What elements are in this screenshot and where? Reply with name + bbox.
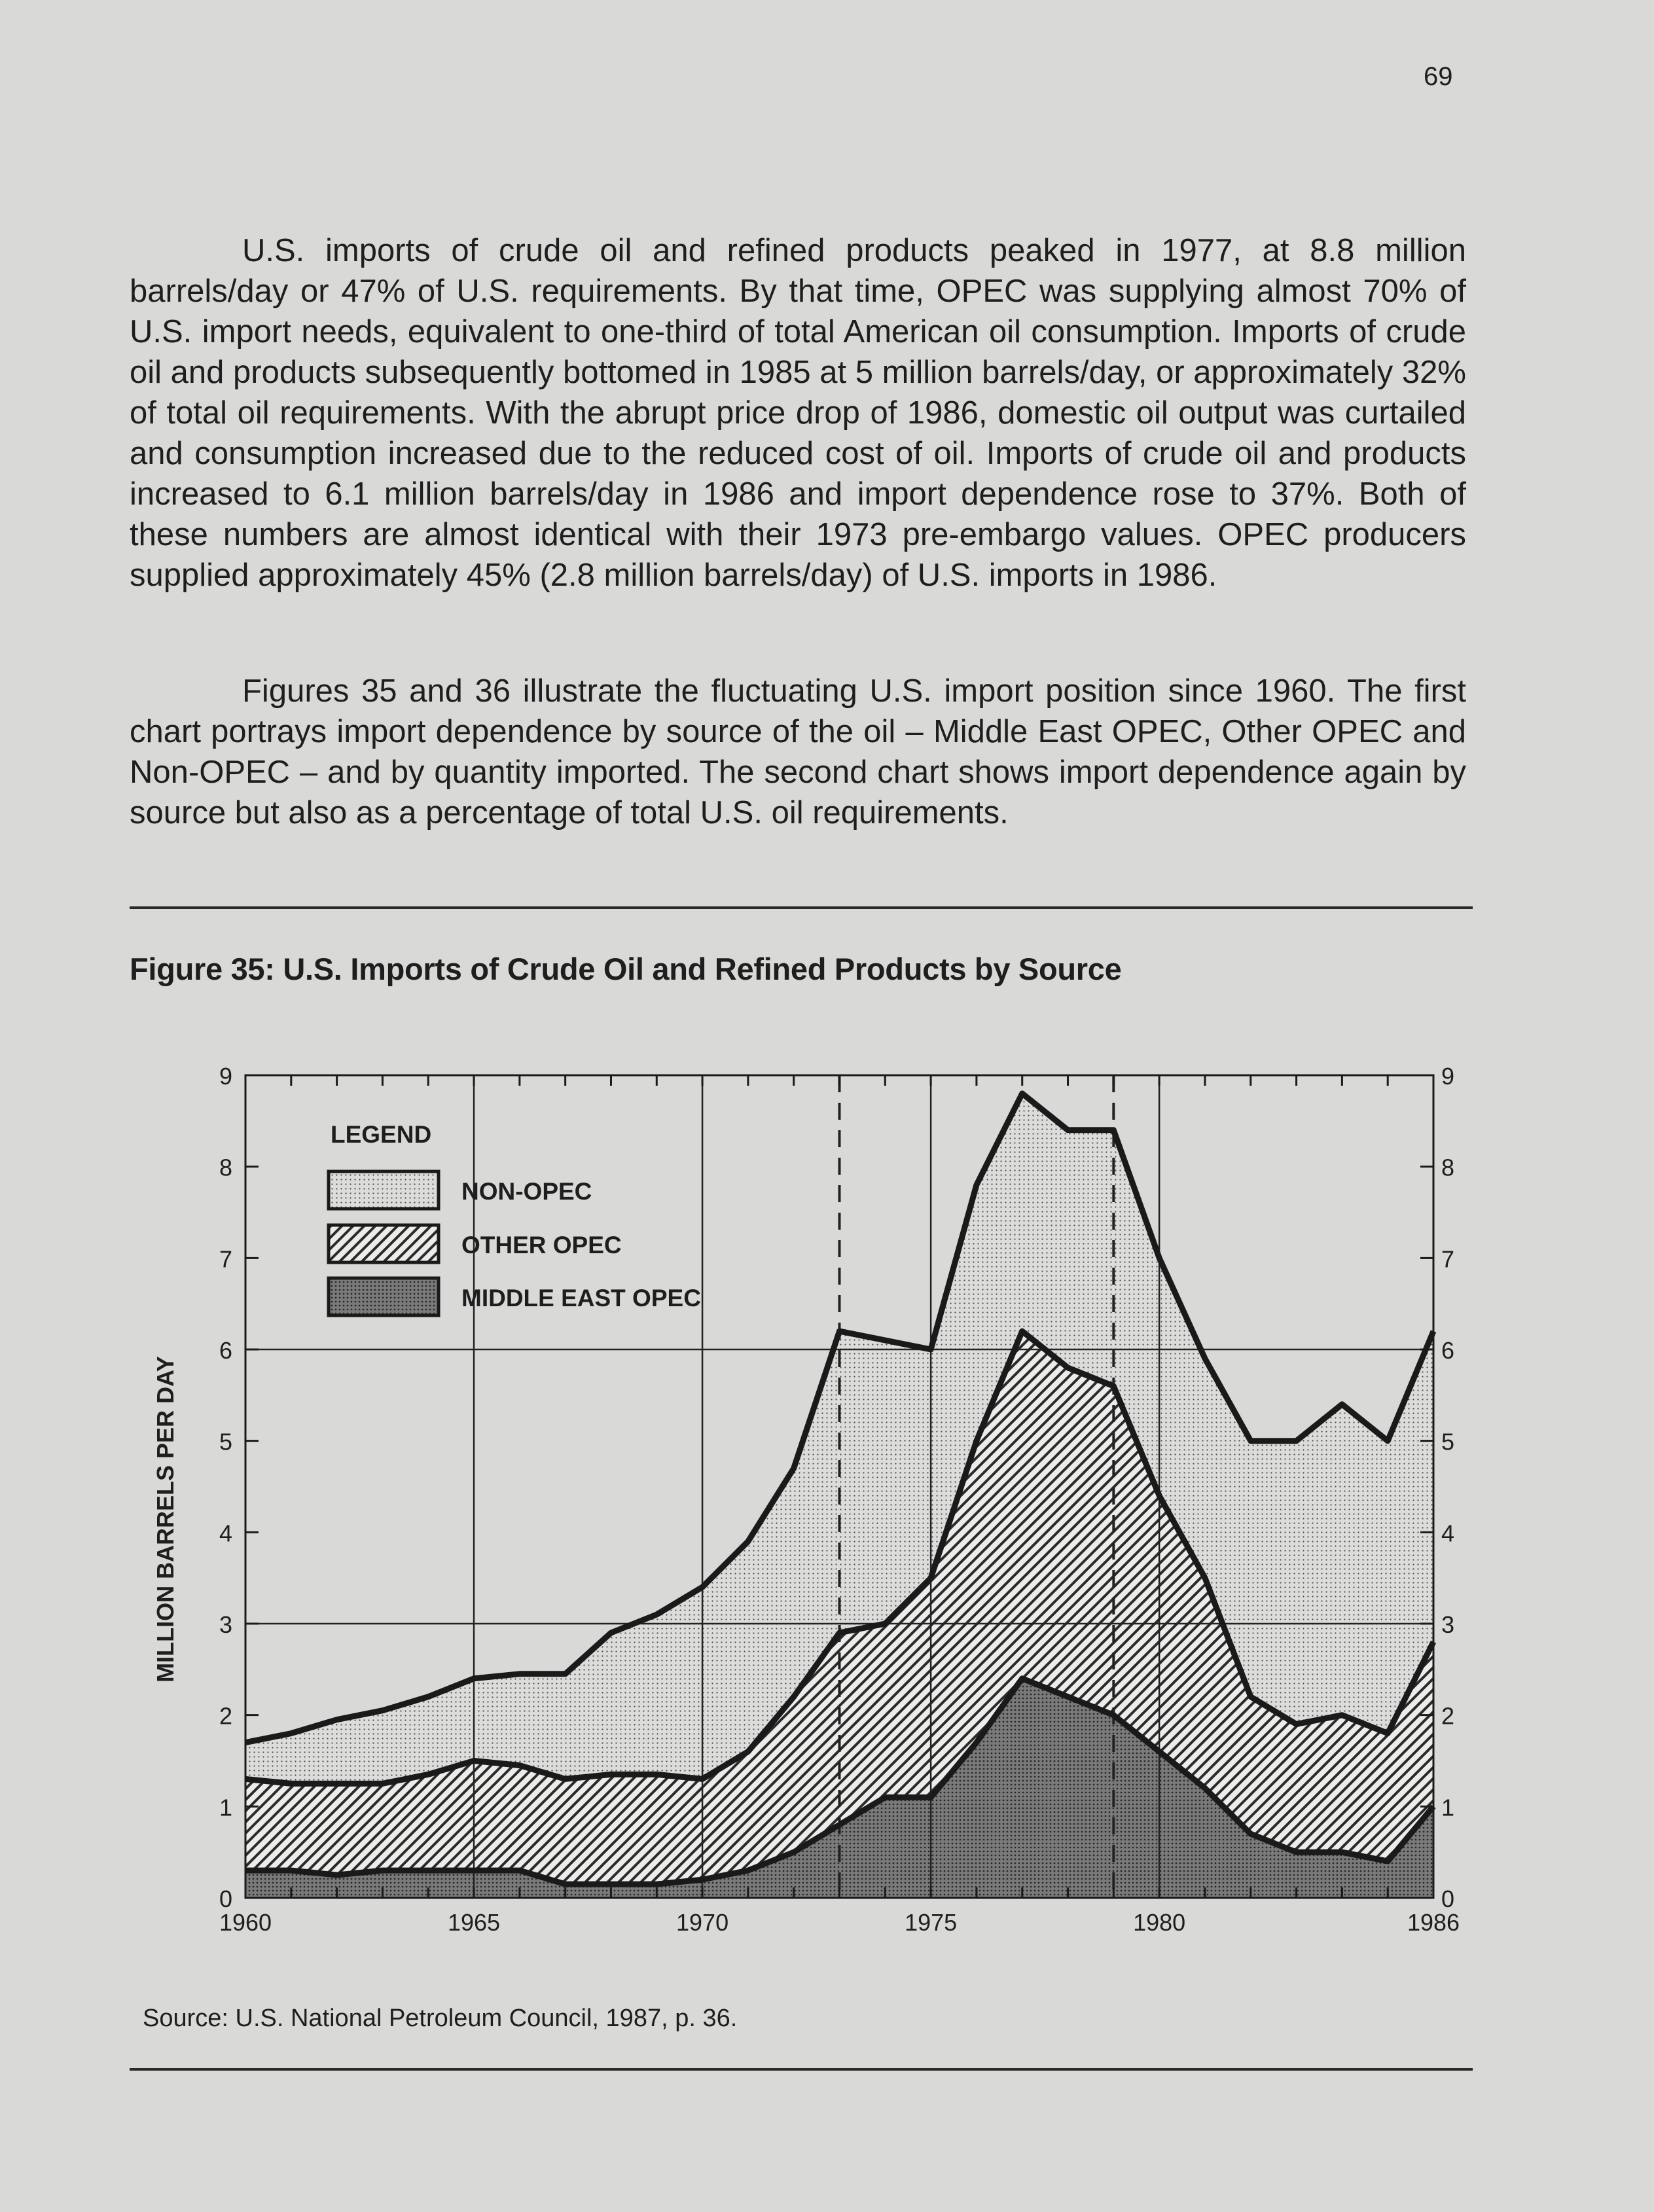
y-tick-label-left: 5 [219,1428,232,1455]
x-tick-label: 1965 [447,1909,501,1936]
y-tick-label-left: 1 [219,1794,232,1821]
y-tick-label-left: 2 [219,1702,232,1730]
y-tick-label-left: 3 [219,1611,232,1638]
x-tick-label: 1980 [1133,1909,1186,1936]
y-tick-label-left: 6 [219,1337,232,1364]
y-tick-label-right: 6 [1441,1337,1455,1364]
legend-label: MIDDLE EAST OPEC [461,1285,701,1311]
x-tick-label: 1970 [676,1909,729,1936]
legend-label: OTHER OPEC [461,1232,622,1258]
x-tick-label: 1960 [219,1909,272,1936]
y-tick-label-right: 2 [1441,1702,1455,1730]
bottom-rule [130,2068,1473,2071]
y-tick-label-right: 8 [1441,1154,1455,1181]
x-tick-label: 1975 [905,1909,958,1936]
y-tick-label-left: 4 [219,1520,232,1547]
legend-swatch [329,1171,439,1209]
legend-label: NON-OPEC [461,1178,592,1205]
y-tick-label-left: 9 [219,1063,232,1090]
legend-title: LEGEND [331,1121,432,1148]
legend-swatch [329,1278,439,1315]
y-tick-label-right: 5 [1441,1428,1455,1455]
figure-source: Source: U.S. National Petroleum Council, 1987, p. 36. [143,2005,738,2032]
legend-swatch [329,1225,439,1262]
y-tick-label-right: 1 [1441,1794,1455,1821]
paragraph-text: Figures 35 and 36 illustrate the fluctuating U.S. import position since 1960. The first chart portrays import dependence by source of the oil – Middle East OPEC, Other OPEC and Non-OPEC – and by quantity imported. The second chart shows import dependence again by source but also as a percentage of total U.S. oil requirements. [130,673,1466,830]
y-tick-label-right: 9 [1441,1063,1455,1090]
x-tick-label: 1986 [1407,1909,1460,1936]
y-axis-title: MILLION BARRELS PER DAY [152,1356,179,1683]
paragraph-text: U.S. imports of crude oil and refined products peaked in 1977, at 8.8 million barrels/day or 47% of U.S. requirements. By that time, OPEC was supplying almost 70% of U.S. import needs, equivalent to one-third of total American oil consumption. Imports of crude oil and products subsequently bottomed in 1985 at 5 million barrels/day, or approximately 32% of total oil requirements. With the abrupt price drop of 1986, domestic oil output was curtailed and consumption increased due to the reduced cost of oil. Imports of crude oil and products increased to 6.1 million barrels/day in 1986 and import dependence rose to 37%. Both of these numbers are almost identical with their 1973 pre-embargo values. OPEC producers supplied approximately 45% (2.8 million barrels/day) of U.S. imports in 1986. [130,233,1466,593]
y-tick-label-left: 7 [219,1245,232,1273]
y-tick-label-left: 0 [219,1885,232,1912]
y-tick-label-right: 0 [1441,1885,1455,1912]
y-tick-label-right: 4 [1441,1520,1455,1547]
y-tick-label-right: 3 [1441,1611,1455,1638]
page-number: 69 [1424,62,1453,91]
y-tick-label-left: 8 [219,1154,232,1181]
figure-title: Figure 35: U.S. Imports of Crude Oil and Refined Products by Source [130,952,1122,986]
y-tick-label-right: 7 [1441,1245,1455,1273]
